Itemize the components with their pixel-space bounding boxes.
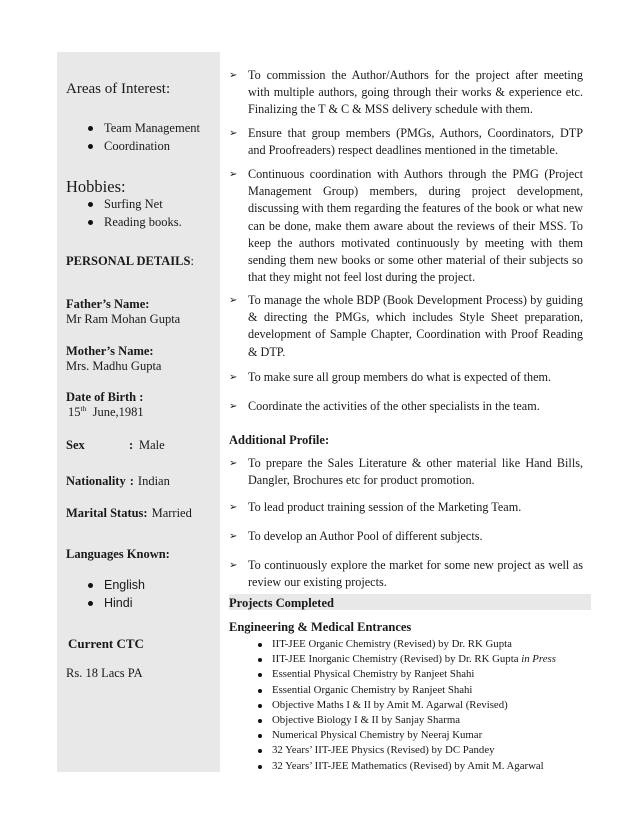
arrow-bullet-icon: ➢ (229, 169, 238, 180)
list-item: English (88, 576, 145, 594)
additional-item: ➢ To lead product training session of the Marketing Team. (229, 499, 583, 516)
arrow-bullet-icon: ➢ (229, 372, 238, 383)
sex-colon: : (129, 438, 134, 452)
list-item: 32 Years’ IIT-JEE Mathematics (Revised) by Amit M. Agarwal (258, 759, 556, 774)
duty-item: ➢ Ensure that group members (PMGs, Authors, Coordinators, DTP and Proofreaders) respect deadlines mentioned in the timetable. (229, 126, 583, 158)
list-item: Coordination (88, 137, 200, 155)
list-item: Objective Maths I & II by Amit M. Agarwal (Revised) (258, 698, 556, 713)
father-label: Father’s Name: (66, 297, 150, 311)
sex-value: Male (139, 438, 165, 452)
arrow-bullet-icon: ➢ (229, 531, 238, 542)
in-press-note: in Press (521, 653, 556, 666)
additional-item: ➢ To prepare the Sales Literature & other material like Hand Bills, Dangler, Brochures etc for product promotion. (229, 456, 583, 488)
round-bullet-icon (258, 749, 262, 753)
languages-list (88, 576, 145, 612)
round-bullet-icon (88, 601, 93, 606)
mother-value: Mrs. Madhu Gupta (66, 359, 162, 373)
duty-item: ➢ To manage the whole BDP (Book Development Process) by guiding & directing the PMGs, which includes Style Sheet preparation, development of Sample Chapter, Coordination with Proof Reading & DTP. (229, 293, 583, 359)
languages-heading: Languages Known: (66, 547, 170, 561)
list-item: Objective Biology I & II by Sanjay Sharma (258, 713, 556, 728)
sex-label: Sex (66, 438, 85, 452)
round-bullet-icon (258, 719, 262, 723)
arrow-bullet-icon: ➢ (229, 295, 238, 306)
hobbies-list (88, 195, 182, 231)
arrow-bullet-icon: ➢ (229, 560, 238, 571)
round-bullet-icon (88, 144, 93, 149)
duty-item: ➢ To commission the Author/Authors for the project after meeting with multiple authors, going through their works & experience etc. Finalizing the T & C & MSS delivery schedule with them. (229, 68, 583, 117)
round-bullet-icon (258, 658, 262, 662)
round-bullet-icon (88, 202, 93, 207)
arrow-bullet-icon: ➢ (229, 502, 238, 513)
father-value: Mr Ram Mohan Gupta (66, 312, 181, 326)
additional-profile-heading: Additional Profile: (229, 433, 330, 447)
duty-item: ➢ To make sure all group members do what is expected of them. (229, 369, 583, 386)
list-item: Numerical Physical Chemistry by Neeraj Kumar (258, 728, 556, 743)
list-item: IIT-JEE Inorganic Chemistry (Revised) by Dr. RK Gupta in Press (258, 652, 556, 667)
duty-item: ➢ Coordinate the activities of the other specialists in the team. (229, 398, 583, 415)
round-bullet-icon (88, 126, 93, 131)
dob-label: Date of Birth : (66, 390, 144, 404)
ctc-heading: Current CTC (68, 636, 144, 651)
projects-heading-bar (229, 594, 591, 610)
areas-list (88, 119, 200, 155)
projects-heading: Projects Completed (229, 596, 334, 610)
additional-item: ➢ To develop an Author Pool of different subjects. (229, 528, 583, 545)
list-item: 32 Years’ IIT-JEE Physics (Revised) by DC Pandey (258, 743, 556, 758)
list-item: Essential Organic Chemistry by Ranjeet Shahi (258, 683, 556, 698)
round-bullet-icon (258, 643, 262, 647)
list-item: Hindi (88, 594, 145, 612)
marital-row: Marital Status: Married (66, 506, 192, 520)
arrow-bullet-icon: ➢ (229, 401, 238, 412)
dob-value: 15th June,1981 (68, 404, 144, 419)
round-bullet-icon (258, 689, 262, 693)
areas-heading: Areas of Interest: (66, 81, 171, 97)
round-bullet-icon (88, 220, 93, 225)
list-item: Essential Physical Chemistry by Ranjeet Shahi (258, 667, 556, 682)
round-bullet-icon (258, 673, 262, 677)
list-item: Team Management (88, 119, 200, 137)
round-bullet-icon (88, 583, 93, 588)
round-bullet-icon (258, 704, 262, 708)
list-item: IIT-JEE Organic Chemistry (Revised) by Dr. RK Gupta (258, 637, 556, 652)
list-item: Surfing Net (88, 195, 182, 213)
arrow-bullet-icon: ➢ (229, 458, 238, 469)
nationality-row: Nationality : Indian (66, 474, 170, 488)
personal-details-heading: PERSONAL DETAILS: (66, 254, 194, 268)
arrow-bullet-icon: ➢ (229, 128, 238, 139)
round-bullet-icon (258, 765, 262, 769)
additional-item: ➢ To continuously explore the market for some new project as well as review our existing projects. (229, 558, 583, 590)
round-bullet-icon (258, 734, 262, 738)
duty-item: ➢ Continuous coordination with Authors through the PMG (Project Management Group) members, during project development, discussing with them regarding the features of the book or what new can be done, make them aware about the reviews of their MSS. To keep the authors motivated continuously by meeting with them sending them new books or some other material of their subjects so that they might not feel lost during the project. (229, 167, 583, 285)
list-item: Reading books. (88, 213, 182, 231)
ctc-value: Rs. 18 Lacs PA (66, 666, 143, 680)
mother-label: Mother’s Name: (66, 344, 154, 358)
arrow-bullet-icon: ➢ (229, 70, 238, 81)
hobbies-heading: Hobbies: (66, 177, 126, 196)
eng-medical-heading: Engineering & Medical Entrances (229, 620, 412, 634)
projects-list (258, 637, 556, 774)
